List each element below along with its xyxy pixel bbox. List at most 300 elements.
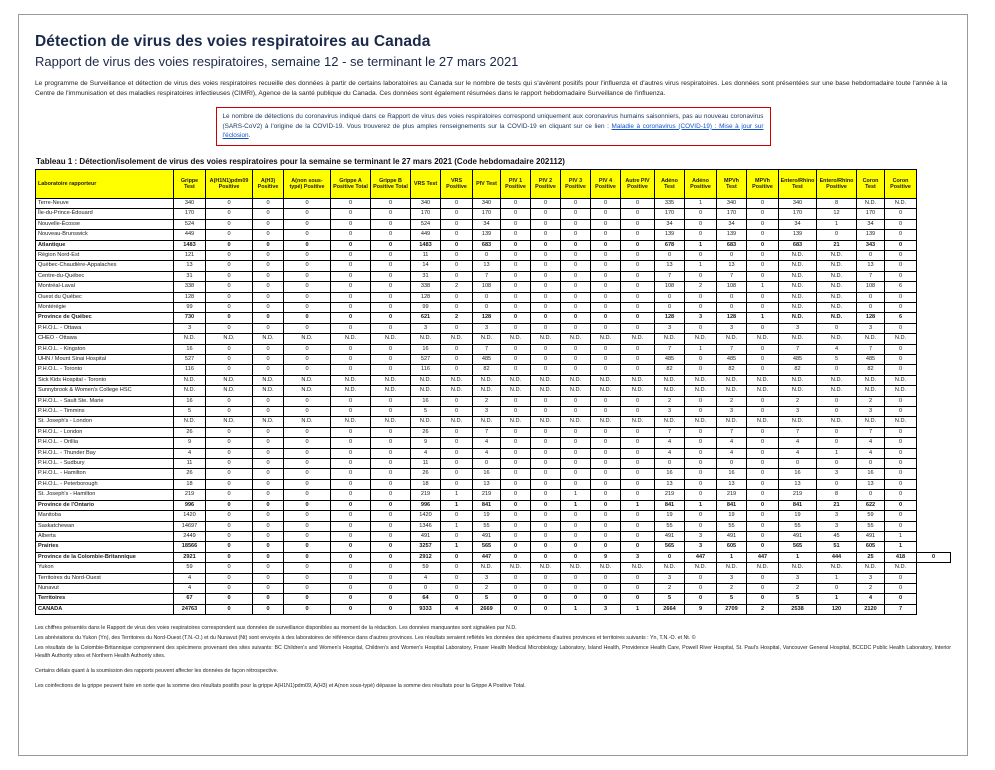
table-row bbox=[36, 407, 951, 417]
cell-r12-c11: 0 bbox=[531, 323, 561, 333]
cell-r33-c14: 0 bbox=[621, 542, 655, 552]
cell-r38-c1: 67 bbox=[174, 594, 206, 604]
cell-r1-c2: 0 bbox=[206, 209, 253, 219]
cell-r29-c17: 841 bbox=[717, 500, 747, 510]
cell-r3-c21: 139 bbox=[857, 230, 885, 240]
cell-r25-c20: 0 bbox=[817, 459, 857, 469]
cell-r30-c5: 0 bbox=[331, 511, 371, 521]
cell-r16-c22: 0 bbox=[885, 365, 917, 375]
cell-r7-c20: N.D. bbox=[817, 271, 857, 281]
cell-r24-c15: 4 bbox=[655, 448, 685, 458]
cell-r10-c16: 0 bbox=[685, 302, 717, 312]
cell-r27-c2: 0 bbox=[206, 479, 253, 489]
cell-r7-c8: 0 bbox=[441, 271, 473, 281]
cell-r10-c15: 0 bbox=[655, 302, 685, 312]
cell-r15-c16: 0 bbox=[685, 355, 717, 365]
cell-r37-c12: 0 bbox=[561, 583, 591, 593]
table-row bbox=[36, 531, 951, 541]
cell-r13-c20: N.D. bbox=[817, 334, 857, 344]
cell-r11-c22: 6 bbox=[885, 313, 917, 323]
cell-r3-c13: 0 bbox=[591, 230, 621, 240]
cell-r14-c7: 16 bbox=[411, 344, 441, 354]
cell-r17-c11: N.D. bbox=[531, 375, 561, 385]
cell-r4-c11: 0 bbox=[531, 240, 561, 250]
cell-r9-c4: 0 bbox=[284, 292, 331, 302]
cell-r27-c1: 18 bbox=[174, 479, 206, 489]
cell-r30-c16: 0 bbox=[685, 511, 717, 521]
cell-r23-c6: 0 bbox=[371, 438, 411, 448]
cell-r7-c2: 0 bbox=[206, 271, 253, 281]
table-row bbox=[36, 438, 951, 448]
cell-r33-c22: 1 bbox=[885, 542, 917, 552]
cell-r1-c6: 0 bbox=[371, 209, 411, 219]
cell-r28-c9: 219 bbox=[473, 490, 501, 500]
cell-r5-c3: 0 bbox=[253, 250, 284, 260]
cell-r30-c17: 19 bbox=[717, 511, 747, 521]
cell-r4-c10: 0 bbox=[501, 240, 531, 250]
cell-r32-c1: 2449 bbox=[174, 531, 206, 541]
column-header-5: Grippe A Positive Total bbox=[331, 169, 371, 198]
cell-r37-c20: 0 bbox=[817, 583, 857, 593]
cell-r13-c14: N.D. bbox=[621, 334, 655, 344]
cell-r23-c17: 4 bbox=[717, 438, 747, 448]
cell-r36-c14: 0 bbox=[621, 573, 655, 583]
cell-r9-c6: 0 bbox=[371, 292, 411, 302]
column-header-18: MPVh Positive bbox=[747, 169, 779, 198]
cell-r19-c1: 16 bbox=[174, 396, 206, 406]
cell-r22-c3: 0 bbox=[253, 427, 284, 437]
cell-r34-c11: 0 bbox=[531, 552, 561, 562]
cell-r15-c21: 485 bbox=[857, 355, 885, 365]
cell-r2-c5: 0 bbox=[331, 219, 371, 229]
cell-r21-c8: N.D. bbox=[441, 417, 473, 427]
row-label: Territoires bbox=[36, 594, 174, 604]
cell-r1-c12: 0 bbox=[561, 209, 591, 219]
cell-r17-c1: N.D. bbox=[174, 375, 206, 385]
cell-r3-c22: 0 bbox=[885, 230, 917, 240]
cell-r23-c20: 0 bbox=[817, 438, 857, 448]
cell-r2-c19: 34 bbox=[779, 219, 817, 229]
cell-r24-c5: 0 bbox=[331, 448, 371, 458]
cell-r31-c8: 1 bbox=[441, 521, 473, 531]
cell-r21-c15: N.D. bbox=[655, 417, 685, 427]
cell-r2-c10: 0 bbox=[501, 219, 531, 229]
cell-r5-c15: 0 bbox=[655, 250, 685, 260]
cell-r4-c4: 0 bbox=[284, 240, 331, 250]
cell-r37-c3: 0 bbox=[253, 583, 284, 593]
cell-r2-c3: 0 bbox=[253, 219, 284, 229]
cell-r28-c7: 219 bbox=[411, 490, 441, 500]
table-row bbox=[36, 448, 951, 458]
cell-r29-c1: 996 bbox=[174, 500, 206, 510]
cell-r18-c21: N.D. bbox=[857, 386, 885, 396]
cell-r35-c17: N.D. bbox=[717, 563, 747, 573]
row-label: P.H.O.L. - Orillia bbox=[36, 438, 174, 448]
cell-r8-c18: 1 bbox=[747, 282, 779, 292]
cell-r39-c12: 1 bbox=[561, 604, 591, 614]
cell-r32-c12: 0 bbox=[561, 531, 591, 541]
cell-r11-c20: N.D. bbox=[817, 313, 857, 323]
row-label: CANADA bbox=[36, 604, 174, 614]
cell-r29-c20: 21 bbox=[817, 500, 857, 510]
cell-r29-c21: 622 bbox=[857, 500, 885, 510]
cell-r8-c15: 108 bbox=[655, 282, 685, 292]
cell-r19-c8: 0 bbox=[441, 396, 473, 406]
cell-r29-c10: 0 bbox=[501, 500, 531, 510]
footnote-1: Les chiffres présentés dans le Rapport de virus des voies respiratoires correspondent aux données de surveillance disponibles au moment de la rédaction. Les données manquantes sont signalées par N.D. bbox=[35, 625, 517, 632]
row-label: Province de Québec bbox=[36, 313, 174, 323]
row-label: Yukon bbox=[36, 563, 174, 573]
cell-r9-c15: 0 bbox=[655, 292, 685, 302]
cell-r34-c22: 418 bbox=[885, 552, 917, 562]
cell-r26-c3: 0 bbox=[253, 469, 284, 479]
cell-r31-c19: 55 bbox=[779, 521, 817, 531]
covid-notice-box bbox=[216, 107, 771, 146]
cell-r1-c9: 170 bbox=[473, 209, 501, 219]
cell-r12-c7: 3 bbox=[411, 323, 441, 333]
cell-r20-c12: 0 bbox=[561, 407, 591, 417]
cell-r38-c22: 0 bbox=[885, 594, 917, 604]
cell-r3-c12: 0 bbox=[561, 230, 591, 240]
cell-r25-c18: 0 bbox=[747, 459, 779, 469]
cell-r17-c18: N.D. bbox=[747, 375, 779, 385]
row-label: CHEO - Ottawa bbox=[36, 334, 174, 344]
cell-r2-c12: 0 bbox=[561, 219, 591, 229]
cell-r16-c4: 0 bbox=[284, 365, 331, 375]
cell-r6-c2: 0 bbox=[206, 261, 253, 271]
row-label: Région Nord-Est bbox=[36, 250, 174, 260]
cell-r31-c1: 14697 bbox=[174, 521, 206, 531]
cell-r12-c15: 3 bbox=[655, 323, 685, 333]
cell-r7-c15: 7 bbox=[655, 271, 685, 281]
table-row bbox=[36, 250, 951, 260]
cell-r32-c6: 0 bbox=[371, 531, 411, 541]
column-header-8: VRS Positive bbox=[441, 169, 473, 198]
cell-r13-c2: N.D. bbox=[206, 334, 253, 344]
cell-r29-c5: 0 bbox=[331, 500, 371, 510]
cell-r29-c12: 1 bbox=[561, 500, 591, 510]
cell-r22-c9: 7 bbox=[473, 427, 501, 437]
cell-r6-c14: 0 bbox=[621, 261, 655, 271]
table-row bbox=[36, 219, 951, 229]
cell-r33-c12: 0 bbox=[561, 542, 591, 552]
cell-r26-c4: 0 bbox=[284, 469, 331, 479]
cell-r37-c22: 0 bbox=[885, 583, 917, 593]
cell-r39-c17: 2709 bbox=[717, 604, 747, 614]
cell-r3-c17: 139 bbox=[717, 230, 747, 240]
cell-r35-c10: N.D. bbox=[501, 563, 531, 573]
cell-r17-c12: N.D. bbox=[561, 375, 591, 385]
cell-r21-c1: N.D. bbox=[174, 417, 206, 427]
footnote-3: Les résultats de la Colombie-Britannique comprennent des spécimens provenant des sites suivants: BC Children's and Women's Hospital, Children's and Women's Hospital Laboratory, Fraser Health Medical Microbiology Laboratory, Island Health, Providence Health Care, Powell River Hospital, St. Paul's Hospital, Vancouver General Hospital, BCCDC Public Health Laboratory, Interior Health Authority sites et Northern Health Authority sites. bbox=[35, 645, 951, 659]
cell-r3-c4: 0 bbox=[284, 230, 331, 240]
page-subtitle: Rapport de virus des voies respiratoires, semaine 12 - se terminant le 27 mars 2021 bbox=[35, 54, 519, 69]
cell-r0-c7: 340 bbox=[411, 198, 441, 208]
cell-r34-c8: 0 bbox=[441, 552, 473, 562]
cell-r16-c20: 0 bbox=[817, 365, 857, 375]
row-label: Ouest du Québec bbox=[36, 292, 174, 302]
cell-r37-c7: 0 bbox=[411, 583, 441, 593]
cell-r6-c15: 13 bbox=[655, 261, 685, 271]
cell-r32-c21: 491 bbox=[857, 531, 885, 541]
cell-r20-c20: 0 bbox=[817, 407, 857, 417]
cell-r36-c17: 3 bbox=[717, 573, 747, 583]
cell-r8-c16: 2 bbox=[685, 282, 717, 292]
cell-r37-c10: 0 bbox=[501, 583, 531, 593]
cell-r5-c16: 0 bbox=[685, 250, 717, 260]
cell-r20-c13: 0 bbox=[591, 407, 621, 417]
cell-r10-c3: 0 bbox=[253, 302, 284, 312]
cell-r25-c11: 0 bbox=[531, 459, 561, 469]
cell-r2-c9: 34 bbox=[473, 219, 501, 229]
cell-r23-c22: 0 bbox=[885, 438, 917, 448]
cell-r26-c21: 16 bbox=[857, 469, 885, 479]
table-head bbox=[36, 169, 951, 198]
cell-r37-c9: 2 bbox=[473, 583, 501, 593]
cell-r25-c9: 0 bbox=[473, 459, 501, 469]
cell-r13-c15: N.D. bbox=[655, 334, 685, 344]
covid-19-link[interactable]: Maladie à coronavirus (COVID-19) : Mise à jour sur l'éclosion bbox=[222, 122, 764, 140]
cell-r0-c1: 340 bbox=[174, 198, 206, 208]
cell-r38-c10: 0 bbox=[501, 594, 531, 604]
cell-r32-c3: 0 bbox=[253, 531, 284, 541]
cell-r18-c6: N.D. bbox=[371, 386, 411, 396]
cell-r2-c7: 524 bbox=[411, 219, 441, 229]
cell-r6-c16: 1 bbox=[685, 261, 717, 271]
cell-r27-c5: 0 bbox=[331, 479, 371, 489]
cell-r3-c8: 0 bbox=[441, 230, 473, 240]
cell-r22-c7: 26 bbox=[411, 427, 441, 437]
cell-r4-c22: 0 bbox=[885, 240, 917, 250]
cell-r4-c18: 0 bbox=[747, 240, 779, 250]
cell-r23-c1: 9 bbox=[174, 438, 206, 448]
cell-r10-c14: 0 bbox=[621, 302, 655, 312]
row-label: Sick Kids Hospital - Toronto bbox=[36, 375, 174, 385]
cell-r16-c7: 116 bbox=[411, 365, 441, 375]
cell-r0-c11: 0 bbox=[531, 198, 561, 208]
cell-r5-c1: 121 bbox=[174, 250, 206, 260]
cell-r22-c6: 0 bbox=[371, 427, 411, 437]
document-page bbox=[18, 14, 968, 756]
cell-r39-c14: 1 bbox=[621, 604, 655, 614]
table-row bbox=[36, 271, 951, 281]
cell-r22-c22: 0 bbox=[885, 427, 917, 437]
cell-r39-c22: 7 bbox=[885, 604, 917, 614]
footnotes bbox=[35, 625, 951, 691]
cell-r8-c20: N.D. bbox=[817, 282, 857, 292]
cell-r18-c22: N.D. bbox=[885, 386, 917, 396]
cell-r14-c13: 0 bbox=[591, 344, 621, 354]
cell-r25-c3: 0 bbox=[253, 459, 284, 469]
cell-r21-c20: N.D. bbox=[817, 417, 857, 427]
cell-r32-c16: 3 bbox=[685, 531, 717, 541]
cell-r33-c20: 51 bbox=[817, 542, 857, 552]
cell-r35-c3: 0 bbox=[253, 563, 284, 573]
cell-r37-c13: 0 bbox=[591, 583, 621, 593]
cell-r6-c21: 13 bbox=[857, 261, 885, 271]
table-row bbox=[36, 490, 951, 500]
cell-r39-c1: 24763 bbox=[174, 604, 206, 614]
cell-r20-c1: 5 bbox=[174, 407, 206, 417]
cell-r32-c13: 0 bbox=[591, 531, 621, 541]
cell-r20-c17: 3 bbox=[717, 407, 747, 417]
cell-r9-c11: 0 bbox=[531, 292, 561, 302]
cell-r6-c10: 0 bbox=[501, 261, 531, 271]
cell-r27-c14: 0 bbox=[621, 479, 655, 489]
cell-r15-c15: 485 bbox=[655, 355, 685, 365]
cell-r16-c19: 82 bbox=[779, 365, 817, 375]
cell-r9-c16: 0 bbox=[685, 292, 717, 302]
cell-r4-c5: 0 bbox=[331, 240, 371, 250]
cell-r7-c13: 0 bbox=[591, 271, 621, 281]
column-header-19: Entero/Rhino Test bbox=[779, 169, 817, 198]
cell-r30-c14: 0 bbox=[621, 511, 655, 521]
table-row bbox=[36, 479, 951, 489]
cell-r1-c3: 0 bbox=[253, 209, 284, 219]
cell-r27-c13: 0 bbox=[591, 479, 621, 489]
cell-r11-c9: 128 bbox=[473, 313, 501, 323]
cell-r4-c9: 683 bbox=[473, 240, 501, 250]
cell-r30-c13: 0 bbox=[591, 511, 621, 521]
cell-r15-c22: 0 bbox=[885, 355, 917, 365]
cell-r29-c15: 841 bbox=[655, 500, 685, 510]
cell-r5-c10: 0 bbox=[501, 250, 531, 260]
cell-r18-c7: N.D. bbox=[411, 386, 441, 396]
column-header-21: Coron Test bbox=[857, 169, 885, 198]
cell-r6-c11: 0 bbox=[531, 261, 561, 271]
cell-r24-c6: 0 bbox=[371, 448, 411, 458]
cell-r39-c2: 0 bbox=[206, 604, 253, 614]
cell-r32-c20: 45 bbox=[817, 531, 857, 541]
table-row bbox=[36, 292, 951, 302]
cell-r9-c22: 0 bbox=[885, 292, 917, 302]
cell-r7-c19: N.D. bbox=[779, 271, 817, 281]
cell-r23-c12: 0 bbox=[561, 438, 591, 448]
cell-r30-c20: 3 bbox=[817, 511, 857, 521]
cell-r31-c13: 0 bbox=[591, 521, 621, 531]
cell-r15-c1: 527 bbox=[174, 355, 206, 365]
cell-r14-c5: 0 bbox=[331, 344, 371, 354]
page-title: Détection de virus des voies respiratoires au Canada bbox=[35, 33, 431, 50]
cell-r32-c7: 491 bbox=[411, 531, 441, 541]
cell-r8-c8: 2 bbox=[441, 282, 473, 292]
cell-r16-c12: 0 bbox=[561, 365, 591, 375]
cell-r25-c7: 11 bbox=[411, 459, 441, 469]
column-header-11: PIV 2 Positive bbox=[531, 169, 561, 198]
cell-r11-c4: 0 bbox=[284, 313, 331, 323]
cell-r2-c13: 0 bbox=[591, 219, 621, 229]
cell-r5-c7: 11 bbox=[411, 250, 441, 260]
cell-r35-c16: N.D. bbox=[685, 563, 717, 573]
cell-r15-c19: 485 bbox=[779, 355, 817, 365]
cell-r14-c15: 7 bbox=[655, 344, 685, 354]
cell-r7-c17: 7 bbox=[717, 271, 747, 281]
cell-r15-c14: 0 bbox=[621, 355, 655, 365]
cell-r8-c11: 0 bbox=[531, 282, 561, 292]
cell-r31-c18: 0 bbox=[747, 521, 779, 531]
cell-r10-c1: 99 bbox=[174, 302, 206, 312]
row-label: Nouvelle-Écosse bbox=[36, 219, 174, 229]
cell-r23-c18: 0 bbox=[747, 438, 779, 448]
cell-r20-c6: 0 bbox=[371, 407, 411, 417]
cell-r37-c14: 0 bbox=[621, 583, 655, 593]
column-header-6: Grippe B Positive Total bbox=[371, 169, 411, 198]
cell-r23-c11: 0 bbox=[531, 438, 561, 448]
cell-r12-c8: 0 bbox=[441, 323, 473, 333]
cell-r2-c6: 0 bbox=[371, 219, 411, 229]
cell-r13-c19: N.D. bbox=[779, 334, 817, 344]
cell-r0-c4: 0 bbox=[284, 198, 331, 208]
cell-r38-c17: 5 bbox=[717, 594, 747, 604]
cell-r11-c12: 0 bbox=[561, 313, 591, 323]
cell-r28-c5: 0 bbox=[331, 490, 371, 500]
cell-r11-c2: 0 bbox=[206, 313, 253, 323]
cell-r38-c18: 0 bbox=[747, 594, 779, 604]
cell-r32-c4: 0 bbox=[284, 531, 331, 541]
cell-r34-c23: 0 bbox=[917, 552, 951, 562]
cell-r29-c8: 1 bbox=[441, 500, 473, 510]
cell-r11-c11: 0 bbox=[531, 313, 561, 323]
cell-r17-c14: N.D. bbox=[621, 375, 655, 385]
cell-r26-c11: 0 bbox=[531, 469, 561, 479]
cell-r1-c22: 0 bbox=[885, 209, 917, 219]
cell-r25-c2: 0 bbox=[206, 459, 253, 469]
cell-r10-c4: 0 bbox=[284, 302, 331, 312]
cell-r31-c22: 0 bbox=[885, 521, 917, 531]
cell-r14-c17: 7 bbox=[717, 344, 747, 354]
cell-r34-c20: 444 bbox=[817, 552, 857, 562]
cell-r4-c14: 0 bbox=[621, 240, 655, 250]
cell-r39-c13: 3 bbox=[591, 604, 621, 614]
cell-r6-c4: 0 bbox=[284, 261, 331, 271]
table-row bbox=[36, 323, 951, 333]
table-row bbox=[36, 261, 951, 271]
cell-r35-c14: N.D. bbox=[621, 563, 655, 573]
cell-r36-c9: 3 bbox=[473, 573, 501, 583]
cell-r21-c2: N.D. bbox=[206, 417, 253, 427]
cell-r3-c19: 139 bbox=[779, 230, 817, 240]
cell-r10-c18: 0 bbox=[747, 302, 779, 312]
cell-r16-c21: 82 bbox=[857, 365, 885, 375]
cell-r37-c15: 2 bbox=[655, 583, 685, 593]
cell-r25-c13: 0 bbox=[591, 459, 621, 469]
cell-r8-c21: 108 bbox=[857, 282, 885, 292]
cell-r27-c19: 13 bbox=[779, 479, 817, 489]
cell-r21-c10: N.D. bbox=[501, 417, 531, 427]
cell-r19-c19: 2 bbox=[779, 396, 817, 406]
table-row bbox=[36, 396, 951, 406]
cell-r6-c22: 0 bbox=[885, 261, 917, 271]
cell-r11-c18: 1 bbox=[747, 313, 779, 323]
cell-r7-c18: 0 bbox=[747, 271, 779, 281]
cell-r37-c5: 0 bbox=[331, 583, 371, 593]
cell-r35-c7: 59 bbox=[411, 563, 441, 573]
column-header-15: Adéno Test bbox=[655, 169, 685, 198]
cell-r5-c20: N.D. bbox=[817, 250, 857, 260]
cell-r17-c22: N.D. bbox=[885, 375, 917, 385]
cell-r14-c19: 7 bbox=[779, 344, 817, 354]
row-label: P.H.O.L. - Kingston bbox=[36, 344, 174, 354]
cell-r35-c13: N.D. bbox=[591, 563, 621, 573]
cell-r29-c7: 996 bbox=[411, 500, 441, 510]
cell-r13-c6: N.D. bbox=[371, 334, 411, 344]
cell-r9-c20: N.D. bbox=[817, 292, 857, 302]
cell-r2-c15: 34 bbox=[655, 219, 685, 229]
cell-r27-c16: 0 bbox=[685, 479, 717, 489]
cell-r0-c2: 0 bbox=[206, 198, 253, 208]
cell-r2-c16: 0 bbox=[685, 219, 717, 229]
cell-r1-c18: 0 bbox=[747, 209, 779, 219]
